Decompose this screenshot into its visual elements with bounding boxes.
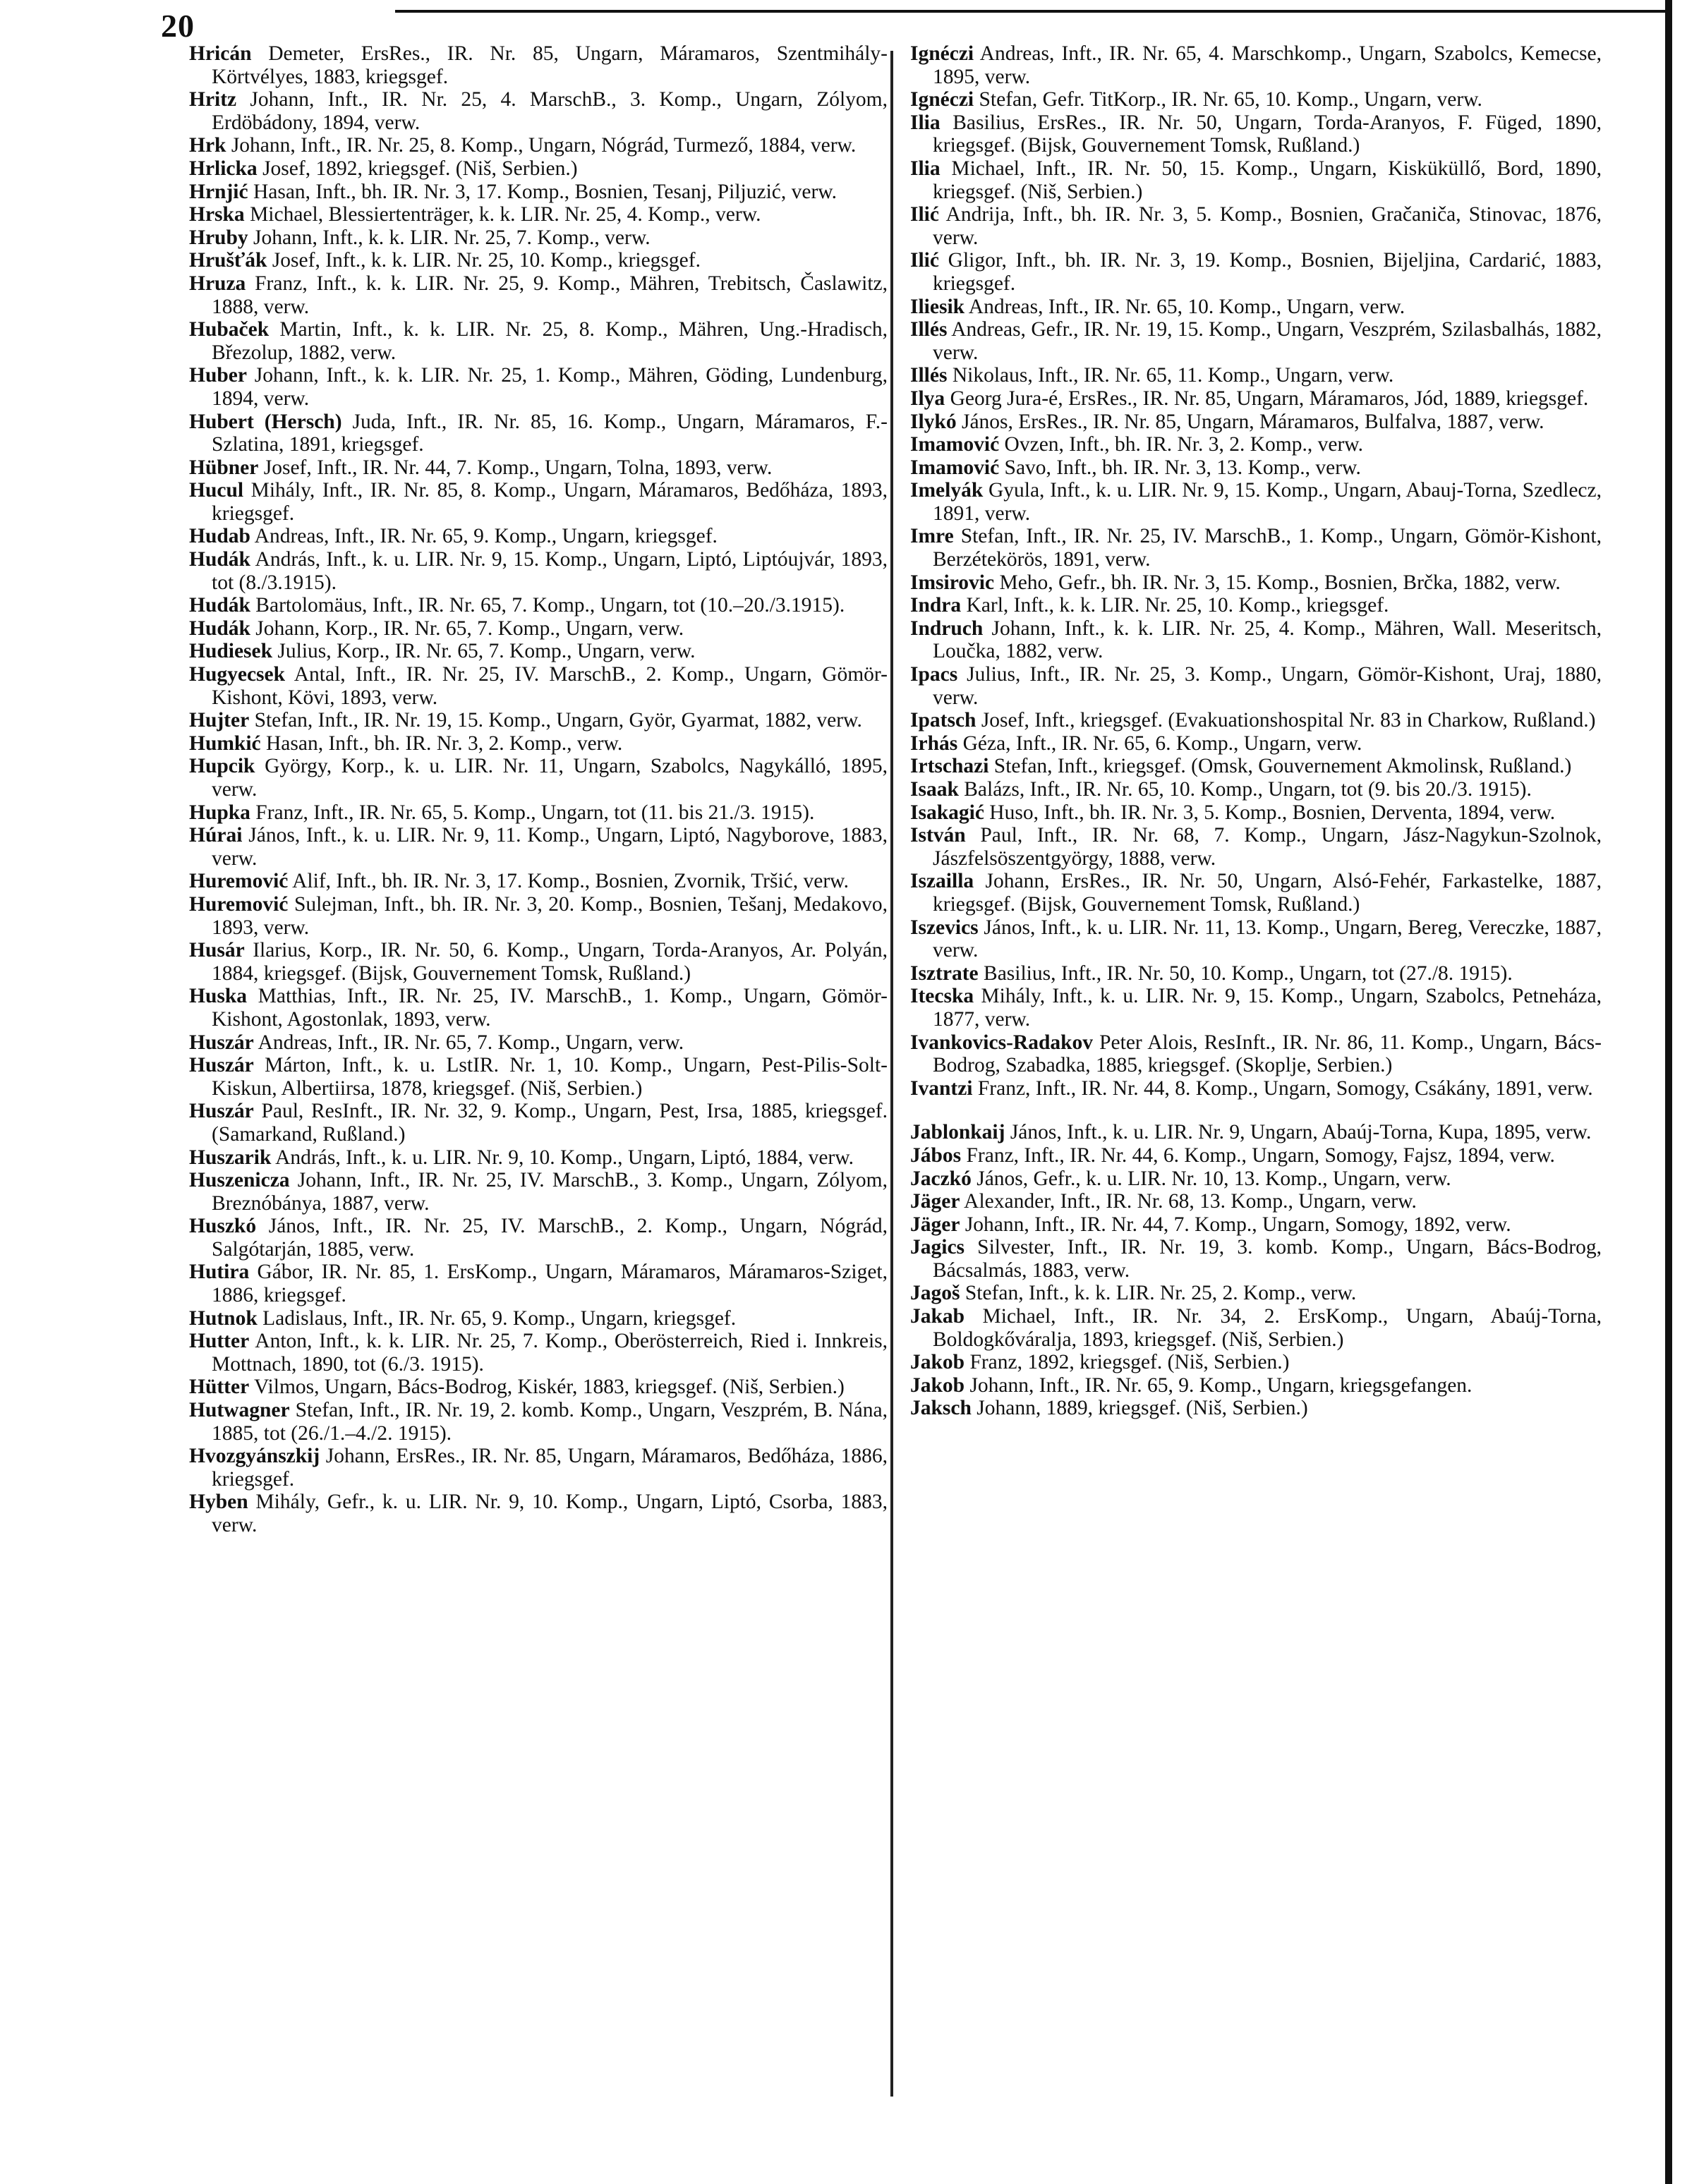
- entry-surname: Ilia: [910, 111, 941, 134]
- entry-details: Géza, Inft., IR. Nr. 65, 6. Komp., Ungarn, verw.: [957, 732, 1362, 755]
- entry-details: András, Inft., k. u. LIR. Nr. 9, 10. Komp., Ungarn, Liptó, 1884, verw.: [271, 1146, 854, 1169]
- entry-details: János, Gefr., k. u. LIR. Nr. 10, 13. Komp., Ungarn, verw.: [971, 1167, 1451, 1190]
- entry-details: János, ErsRes., IR. Nr. 85, Ungarn, Máramaros, Bulfalva, 1887, verw.: [956, 410, 1544, 433]
- entry-surname: Jakob: [910, 1351, 965, 1374]
- entry-surname: Hucul: [189, 479, 244, 502]
- entry-details: Josef, Inft., k. k. LIR. Nr. 25, 10. Komp., kriegsgef.: [267, 249, 701, 272]
- list-item: [910, 824, 1602, 870]
- entry-details: Andreas, Inft., IR. Nr. 65, 4. Marschkomp., Ungarn, Szabolcs, Kemecse, 1895, verw.: [933, 42, 1602, 88]
- entry-surname: Ivantzi: [910, 1076, 973, 1100]
- list-item: [910, 1351, 1602, 1374]
- entry-surname: Húrai: [189, 824, 243, 847]
- entry-details: Johann, Inft., k. k. LIR. Nr. 25, 7. Komp., verw.: [248, 226, 651, 249]
- entry-details: Josef, Inft., IR. Nr. 44, 7. Komp., Ungarn, Tolna, 1893, verw.: [258, 456, 773, 479]
- list-item: [189, 272, 888, 318]
- list-item: [189, 755, 888, 801]
- entry-details: Demeter, ErsRes., IR. Nr. 85, Ungarn, Máramaros, Szentmihály-Körtvélyes, 1883, kriegsgef.: [212, 42, 888, 88]
- list-item: [910, 916, 1602, 962]
- entry-surname: Hruza: [189, 272, 246, 295]
- entry-surname: Ignéczi: [910, 88, 974, 111]
- entry-surname: Ivankovics-Radakov: [910, 1031, 1094, 1054]
- list-item: [910, 364, 1602, 387]
- entry-surname: Hudab: [189, 525, 250, 548]
- entry-details: Franz, Inft., IR. Nr. 44, 8. Komp., Ungarn, Somogy, Csákány, 1891, verw.: [972, 1076, 1593, 1100]
- entry-details: Karl, Inft., k. k. LIR. Nr. 25, 10. Komp., kriegsgef.: [961, 594, 1389, 617]
- entry-surname: Hübner: [189, 456, 259, 479]
- entry-details: Vilmos, Ungarn, Bács-Bodrog, Kiskér, 1883, kriegsgef. (Niš, Serbien.): [249, 1376, 845, 1399]
- list-item: [189, 893, 888, 939]
- list-item: [910, 318, 1602, 364]
- list-item: [910, 801, 1602, 825]
- entry-surname: Hutira: [189, 1261, 250, 1284]
- list-item: [910, 296, 1602, 319]
- list-item: [910, 157, 1602, 203]
- entry-details: Sulejman, Inft., bh. IR. Nr. 3, 20. Komp., Bosnien, Tešanj, Medakovo, 1893, verw.: [212, 892, 888, 939]
- right-column: [910, 42, 1602, 1420]
- list-item: [910, 1397, 1602, 1420]
- list-item: [910, 525, 1602, 571]
- list-item: [189, 985, 888, 1031]
- entry-details: Márton, Inft., k. u. LstIR. Nr. 1, 10. Komp., Ungarn, Pest-Pilis-Solt-Kiskun, Albertiirsa, 1878, kriegsgef. (Niš, Serbien.): [212, 1054, 888, 1100]
- entry-surname: Hubaček: [189, 318, 270, 341]
- entry-details: Ladislaus, Inft., IR. Nr. 65, 9. Komp., Ungarn, kriegsgef.: [257, 1306, 737, 1330]
- list-item: [910, 1144, 1602, 1167]
- entry-surname: Isztrate: [910, 961, 979, 985]
- list-item: [910, 778, 1602, 801]
- entry-surname: Imre: [910, 525, 954, 548]
- list-item: [189, 939, 888, 985]
- list-item: [189, 456, 888, 480]
- left-column: [189, 42, 888, 1537]
- entry-surname: Hritz: [189, 88, 237, 111]
- list-item: [189, 1261, 888, 1306]
- entry-surname: Ipacs: [910, 663, 958, 686]
- list-item: [910, 1213, 1602, 1237]
- list-item: [189, 203, 888, 226]
- entry-details: Johann, Inft., k. k. LIR. Nr. 25, 4. Komp., Mähren, Wall. Meseritsch, Loučka, 1882, verw.: [933, 617, 1602, 663]
- entry-details: Gyula, Inft., k. u. LIR. Nr. 9, 15. Komp., Ungarn, Abauj-Torna, Szedlecz, 1891, verw.: [933, 479, 1602, 525]
- entry-details: Johann, Inft., k. k. LIR. Nr. 25, 1. Komp., Mähren, Göding, Lundenburg, 1894, verw.: [212, 364, 888, 410]
- entry-surname: Hudák: [189, 617, 250, 640]
- entry-details: Juda, Inft., IR. Nr. 85, 16. Komp., Ungarn, Máramaros, F.-Szlatina, 1891, kriegsgef.: [212, 410, 888, 456]
- entry-details: Franz, 1892, kriegsgef. (Niš, Serbien.): [965, 1351, 1290, 1374]
- entry-surname: Huremović: [189, 870, 289, 893]
- list-item: [189, 640, 888, 663]
- entry-surname: Jablonkaij: [910, 1121, 1005, 1144]
- entry-surname: Illés: [910, 318, 948, 341]
- entry-details: Matthias, Inft., IR. Nr. 25, IV. MarschB., 1. Komp., Ungarn, Gömör-Kishont, Agostonlak, 1893, verw.: [212, 985, 888, 1031]
- entry-surname: Hrska: [189, 203, 245, 226]
- entry-details: Johann, Korp., IR. Nr. 65, 7. Komp., Ungarn, verw.: [250, 617, 684, 640]
- list-item: [910, 411, 1602, 434]
- entry-surname: Jaczkó: [910, 1167, 972, 1190]
- section-gap: [910, 1100, 1602, 1121]
- entry-details: Johann, Inft., IR. Nr. 25, 4. MarschB., 3. Komp., Ungarn, Zólyom, Erdöbádony, 1894, verw.: [212, 88, 888, 134]
- entry-surname: Hujter: [189, 709, 250, 732]
- entry-details: Martin, Inft., k. k. LIR. Nr. 25, 8. Komp., Mähren, Ung.-Hradisch, Březolup, 1882, verw.: [212, 318, 888, 364]
- list-item: [189, 181, 888, 204]
- list-item: [910, 709, 1602, 732]
- entry-surname: Hrušťák: [189, 249, 267, 272]
- list-item: [910, 203, 1602, 249]
- entry-surname: Huber: [189, 364, 247, 387]
- entry-surname: Hubert (Hersch): [189, 410, 342, 433]
- entry-surname: Hupka: [189, 801, 250, 824]
- list-item: [910, 433, 1602, 456]
- list-item: [910, 88, 1602, 111]
- list-item: [189, 157, 888, 181]
- entry-surname: Ilić: [910, 203, 939, 226]
- entry-details: Franz, Inft., k. k. LIR. Nr. 25, 9. Komp., Mähren, Trebitsch, Časlawitz, 1888, verw.: [212, 272, 888, 318]
- list-item: [189, 249, 888, 272]
- list-item: [910, 594, 1602, 617]
- list-item: [189, 364, 888, 410]
- list-item: [910, 1031, 1602, 1077]
- list-item: [910, 1282, 1602, 1305]
- entry-surname: Isakagić: [910, 801, 984, 824]
- entry-details: Gligor, Inft., bh. IR. Nr. 3, 19. Komp., Bosnien, Bijeljina, Cardarić, 1883, kriegsgef.: [933, 249, 1602, 295]
- entry-details: Stefan, Gefr. TitKorp., IR. Nr. 65, 10. Komp., Ungarn, verw.: [974, 88, 1482, 111]
- list-item: [189, 42, 888, 88]
- page-number: 20: [161, 8, 195, 44]
- list-item: [189, 525, 888, 548]
- entry-details: Michael, Inft., IR. Nr. 34, 2. ErsKomp., Ungarn, Abaúj-Torna, Boldogkőváralja, 1893, kriegsgef. (Niš, Serbien.): [933, 1305, 1602, 1351]
- column-divider: [890, 51, 893, 2097]
- entry-details: Johann, Inft., IR. Nr. 25, IV. MarschB., 3. Komp., Ungarn, Zólyom, Breznóbánya, 1887, verw.: [212, 1169, 888, 1215]
- entry-details: Gábor, IR. Nr. 85, 1. ErsKomp., Ungarn, Máramaros, Máramaros-Sziget, 1886, kriegsgef.: [212, 1261, 888, 1307]
- entry-details: Franz, Inft., IR. Nr. 65, 5. Komp., Ungarn, tot (11. bis 21./3. 1915).: [250, 801, 815, 824]
- entry-surname: Iszailla: [910, 870, 974, 893]
- entry-details: Johann, Inft., IR. Nr. 65, 9. Komp., Ungarn, kriegsgefangen.: [965, 1373, 1473, 1397]
- list-item: [189, 594, 888, 617]
- list-item: [189, 663, 888, 709]
- entry-surname: Jakab: [910, 1305, 965, 1328]
- list-item: [189, 801, 888, 825]
- list-item: [189, 1307, 888, 1330]
- list-item: [910, 1374, 1602, 1397]
- entry-surname: Jäger: [910, 1190, 960, 1213]
- list-item: [189, 1054, 888, 1100]
- list-item: [189, 824, 888, 870]
- entry-surname: Huszár: [189, 1054, 254, 1077]
- entry-surname: Jakob: [910, 1373, 965, 1397]
- list-item: [189, 88, 888, 134]
- entry-details: Antal, Inft., IR. Nr. 25, IV. MarschB., 2. Komp., Ungarn, Gömör-Kishont, Kövi, 1893, verw.: [212, 663, 888, 709]
- entry-surname: István: [910, 824, 966, 847]
- entry-details: Alif, Inft., bh. IR. Nr. 3, 17. Komp., Bosnien, Zvornik, Tršić, verw.: [288, 870, 849, 893]
- list-item: [189, 411, 888, 456]
- list-item: [910, 571, 1602, 595]
- entry-surname: Hruby: [189, 226, 248, 249]
- entry-surname: Ignéczi: [910, 42, 974, 65]
- right-border-line: [1665, 0, 1672, 2184]
- entry-surname: Humkić: [189, 732, 261, 755]
- entry-details: Stefan, Inft., IR. Nr. 19, 15. Komp., Ungarn, Györ, Gyarmat, 1882, verw.: [249, 709, 862, 732]
- entry-surname: Huska: [189, 985, 247, 1008]
- entry-details: Huso, Inft., bh. IR. Nr. 3, 5. Komp., Bosnien, Derventa, 1894, verw.: [984, 801, 1556, 824]
- entry-surname: Imamović: [910, 456, 1000, 479]
- list-item: [910, 249, 1602, 295]
- top-border-line: [395, 10, 1672, 13]
- entry-surname: Imsirovic: [910, 571, 995, 594]
- entry-details: János, Inft., IR. Nr. 25, IV. MarschB., 2. Komp., Ungarn, Nógrád, Salgótarján, 1885, verw.: [212, 1215, 888, 1261]
- list-item: [189, 617, 888, 641]
- entry-details: Stefan, Inft., k. k. LIR. Nr. 25, 2. Komp., verw.: [960, 1282, 1357, 1305]
- entry-details: Andreas, Gefr., IR. Nr. 19, 15. Komp., Ungarn, Veszprém, Szilasbalhás, 1882, verw.: [933, 318, 1602, 364]
- list-item: [189, 1399, 888, 1445]
- entry-surname: Hricán: [189, 42, 252, 65]
- entry-surname: Huszár: [189, 1100, 254, 1123]
- list-item: [910, 456, 1602, 480]
- list-item: [189, 732, 888, 756]
- entry-surname: Hutter: [189, 1330, 250, 1353]
- list-item: [910, 1305, 1602, 1351]
- entry-details: Julius, Korp., IR. Nr. 65, 7. Komp., Ungarn, verw.: [272, 640, 696, 663]
- entry-surname: Ipatsch: [910, 709, 976, 732]
- entry-details: Paul, Inft., IR. Nr. 68, 7. Komp., Ungarn, Jász-Nagykun-Szolnok, Jászfelsöszentgyörgy, 1888, verw.: [933, 824, 1602, 870]
- list-item: [910, 870, 1602, 916]
- entry-details: Stefan, Inft., IR. Nr. 25, IV. MarschB., 1. Komp., Ungarn, Gömör-Kishont, Berzétekörös, 1891, verw.: [933, 525, 1602, 571]
- entry-details: Josef, 1892, kriegsgef. (Niš, Serbien.): [257, 157, 578, 180]
- entry-surname: Hudiesek: [189, 640, 273, 663]
- entry-details: Mihály, Inft., k. u. LIR. Nr. 9, 15. Komp., Ungarn, Szabolcs, Petneháza, 1877, verw.: [933, 985, 1602, 1031]
- entry-details: Mihály, Inft., IR. Nr. 85, 8. Komp., Ungarn, Máramaros, Bedőháza, 1893, kriegsgef.: [212, 479, 888, 525]
- list-item: [189, 1330, 888, 1376]
- list-item: [910, 111, 1602, 157]
- entry-surname: Jaksch: [910, 1397, 972, 1420]
- entry-surname: Imamović: [910, 433, 1000, 456]
- entry-details: Nikolaus, Inft., IR. Nr. 65, 11. Komp., Ungarn, verw.: [947, 364, 1394, 387]
- list-item: [910, 1236, 1602, 1282]
- list-item: [910, 1121, 1602, 1144]
- list-item: [189, 1031, 888, 1055]
- list-item: [189, 870, 888, 893]
- entry-details: Basilius, ErsRes., IR. Nr. 50, Ungarn, Torda-Aranyos, F. Füged, 1890, kriegsgef. (Bijsk, Gouvernement Tomsk, Rußland.): [933, 111, 1602, 157]
- entry-details: Paul, ResInft., IR. Nr. 32, 9. Komp., Ungarn, Pest, Irsa, 1885, kriegsgef. (Samarkand, Rußland.): [212, 1100, 888, 1146]
- list-item: [910, 985, 1602, 1031]
- entry-surname: Indra: [910, 594, 962, 617]
- entry-details: János, Inft., k. u. LIR. Nr. 9, Ungarn, Abaúj-Torna, Kupa, 1895, verw.: [1005, 1121, 1592, 1144]
- entry-surname: Jagoš: [910, 1282, 960, 1305]
- entry-surname: Huszár: [189, 1031, 254, 1054]
- list-item: [910, 1167, 1602, 1191]
- entry-details: Andreas, Inft., IR. Nr. 65, 10. Komp., Ungarn, verw.: [965, 295, 1405, 318]
- list-item: [189, 548, 888, 594]
- list-item: [189, 479, 888, 525]
- entry-details: Johann, Inft., IR. Nr. 44, 7. Komp., Ungarn, Somogy, 1892, verw.: [960, 1213, 1511, 1236]
- entry-details: Savo, Inft., bh. IR. Nr. 3, 13. Komp., verw.: [999, 456, 1361, 479]
- list-item: [910, 962, 1602, 985]
- list-item: [910, 732, 1602, 756]
- entry-surname: Hugyecsek: [189, 663, 286, 686]
- entry-details: Andreas, Inft., IR. Nr. 65, 9. Komp., Ungarn, kriegsgef.: [250, 525, 718, 548]
- entry-surname: Ilić: [910, 249, 939, 272]
- entry-surname: Ilya: [910, 387, 945, 410]
- entry-surname: Illés: [910, 364, 948, 387]
- list-item: [189, 318, 888, 364]
- entry-surname: Isaak: [910, 778, 959, 801]
- entry-surname: Huszkó: [189, 1215, 257, 1238]
- entry-surname: Ilykó: [910, 410, 957, 433]
- entry-surname: Ilia: [910, 157, 941, 180]
- list-item: [910, 387, 1602, 411]
- entry-details: Franz, Inft., IR. Nr. 44, 6. Komp., Ungarn, Somogy, Fajsz, 1894, verw.: [961, 1143, 1555, 1167]
- entry-surname: Hrk: [189, 134, 226, 157]
- entry-surname: Jäger: [910, 1213, 960, 1236]
- entry-details: Mihály, Gefr., k. u. LIR. Nr. 9, 10. Komp., Ungarn, Liptó, Csorba, 1883, verw.: [212, 1491, 888, 1536]
- entry-surname: Imelyák: [910, 479, 984, 502]
- entry-details: János, Inft., k. u. LIR. Nr. 11, 13. Komp., Ungarn, Bereg, Vereczke, 1887, verw.: [933, 916, 1602, 962]
- entry-surname: Irtschazi: [910, 755, 989, 778]
- list-item: [189, 1146, 888, 1170]
- entry-surname: Hyben: [189, 1491, 248, 1514]
- entry-details: Peter Alois, ResInft., IR. Nr. 86, 11. Komp., Ungarn, Bács-Bodrog, Szabadka, 1885, kriegsgef. (Skoplje, Serbien.): [933, 1031, 1602, 1077]
- entry-surname: Hudák: [189, 548, 250, 571]
- list-item: [189, 1215, 888, 1261]
- entry-surname: Huszarik: [189, 1146, 272, 1169]
- list-item: [189, 1376, 888, 1399]
- list-item: [189, 1445, 888, 1491]
- entry-details: Michael, Blessiertenträger, k. k. LIR. Nr. 25, 4. Komp., verw.: [244, 203, 761, 226]
- entry-details: Alexander, Inft., IR. Nr. 68, 13. Komp., Ungarn, verw.: [960, 1190, 1417, 1213]
- entry-surname: Hudák: [189, 594, 250, 617]
- entry-details: Andrija, Inft., bh. IR. Nr. 3, 5. Komp., Bosnien, Gračaniča, Stinovac, 1876, verw.: [933, 203, 1602, 249]
- entry-surname: Hrlicka: [189, 157, 258, 180]
- entry-surname: Huszenicza: [189, 1169, 290, 1192]
- entry-surname: Husár: [189, 939, 245, 962]
- entry-surname: Jagics: [910, 1236, 965, 1259]
- entry-surname: Hutnok: [189, 1306, 258, 1330]
- entry-surname: Jábos: [910, 1143, 962, 1167]
- list-item: [189, 1169, 888, 1215]
- entry-surname: Irhás: [910, 732, 958, 755]
- entry-details: Silvester, Inft., IR. Nr. 19, 3. komb. Komp., Ungarn, Bács-Bodrog, Bácsalmás, 1883, verw.: [933, 1236, 1602, 1282]
- entry-details: Meho, Gefr., bh. IR. Nr. 3, 15. Komp., Bosnien, Brčka, 1882, verw.: [994, 571, 1561, 594]
- list-item: [910, 755, 1602, 778]
- entry-details: Michael, Inft., IR. Nr. 50, 15. Komp., Ungarn, Kisküküllő, Bord, 1890, kriegsgef. (Niš, Serbien.): [933, 157, 1602, 203]
- entry-surname: Hutwagner: [189, 1399, 290, 1422]
- entry-details: Georg Jura-é, ErsRes., IR. Nr. 85, Ungarn, Máramaros, Jód, 1889, kriegsgef.: [945, 387, 1589, 410]
- list-item: [910, 42, 1602, 88]
- entry-surname: Itecska: [910, 985, 974, 1008]
- entry-details: János, Inft., k. u. LIR. Nr. 9, 11. Komp., Ungarn, Liptó, Nagyborove, 1883, verw.: [212, 824, 888, 870]
- list-item: [189, 226, 888, 250]
- list-item: [910, 479, 1602, 525]
- list-item: [189, 1100, 888, 1146]
- list-item: [910, 1190, 1602, 1213]
- list-item: [910, 1077, 1602, 1100]
- entry-surname: Iszevics: [910, 916, 979, 939]
- entry-details: Johann, Inft., IR. Nr. 25, 8. Komp., Ungarn, Nógrád, Turmező, 1884, verw.: [226, 134, 857, 157]
- entry-surname: Hupcik: [189, 755, 255, 778]
- entry-details: Hasan, Inft., bh. IR. Nr. 3, 17. Komp., Bosnien, Tesanj, Piljuzić, verw.: [248, 180, 838, 203]
- entry-surname: Huremović: [189, 892, 289, 916]
- entry-details: Anton, Inft., k. k. LIR. Nr. 25, 7. Komp., Oberösterreich, Ried i. Innkreis, Mottnach, 1890, tot (6./3. 1915).: [212, 1330, 888, 1376]
- list-item: [189, 1491, 888, 1536]
- entry-details: Bartolomäus, Inft., IR. Nr. 65, 7. Komp., Ungarn, tot (10.–20./3.1915).: [250, 594, 845, 617]
- entry-surname: Indruch: [910, 617, 984, 640]
- entry-surname: Hrnjić: [189, 180, 248, 203]
- entry-details: Julius, Inft., IR. Nr. 25, 3. Komp., Ungarn, Gömör-Kishont, Uraj, 1880, verw.: [933, 663, 1602, 709]
- entry-details: György, Korp., k. u. LIR. Nr. 11, Ungarn, Szabolcs, Nagykálló, 1895, verw.: [212, 755, 888, 801]
- entry-details: Hasan, Inft., bh. IR. Nr. 3, 2. Komp., verw.: [260, 732, 623, 755]
- entry-details: Stefan, Inft., IR. Nr. 19, 2. komb. Komp., Ungarn, Veszprém, B. Nána, 1885, tot (26./1.–4./2. 1915).: [212, 1399, 888, 1445]
- entry-surname: Iliesik: [910, 295, 965, 318]
- entry-details: Andreas, Inft., IR. Nr. 65, 7. Komp., Ungarn, verw.: [253, 1031, 684, 1054]
- entry-details: Ovzen, Inft., bh. IR. Nr. 3, 2. Komp., verw.: [999, 433, 1364, 456]
- entry-details: András, Inft., k. u. LIR. Nr. 9, 15. Komp., Ungarn, Liptó, Liptóujvár, 1893, tot (8./3.1915).: [212, 548, 888, 594]
- list-item: [189, 709, 888, 732]
- entry-details: Stefan, Inft., kriegsgef. (Omsk, Gouvernement Akmolinsk, Rußland.): [988, 755, 1572, 778]
- entry-details: Balázs, Inft., IR. Nr. 65, 10. Komp., Ungarn, tot (9. bis 20./3. 1915).: [958, 778, 1532, 801]
- list-item: [910, 617, 1602, 663]
- entry-details: Josef, Inft., kriegsgef. (Evakuationshospital Nr. 83 in Charkow, Rußland.): [976, 709, 1596, 732]
- entry-details: Johann, ErsRes., IR. Nr. 85, Ungarn, Máramaros, Bedőháza, 1886, kriegsgef.: [212, 1445, 888, 1491]
- list-item: [910, 663, 1602, 709]
- entry-details: Johann, 1889, kriegsgef. (Niš, Serbien.): [971, 1397, 1308, 1420]
- entry-surname: Hvozgyánszkij: [189, 1445, 320, 1468]
- entry-details: Ilarius, Korp., IR. Nr. 50, 6. Komp., Ungarn, Torda-Aranyos, Ar. Polyán, 1884, kriegsgef. (Bijsk, Gouvernement Tomsk, Rußland.): [212, 939, 888, 985]
- entry-surname: Hütter: [189, 1376, 250, 1399]
- entry-details: Johann, ErsRes., IR. Nr. 50, Ungarn, Alsó-Fehér, Farkastelke, 1887, kriegsgef. (Bijsk, Gouvernement Tomsk, Rußland.): [933, 870, 1602, 916]
- entry-details: Basilius, Inft., IR. Nr. 50, 10. Komp., Ungarn, tot (27./8. 1915).: [978, 961, 1513, 985]
- list-item: [189, 134, 888, 157]
